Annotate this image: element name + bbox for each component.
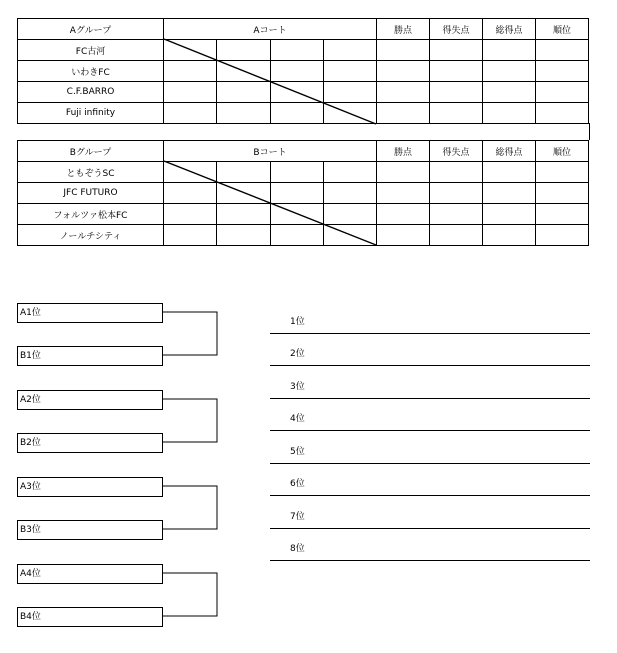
bracket-slot-b2: B2位 (17, 433, 163, 453)
bracket-slot-a3: A3位 (17, 477, 163, 497)
stat-cell (483, 61, 536, 82)
stat-cell (536, 225, 589, 246)
stat-cell (430, 103, 483, 124)
result-cell (164, 162, 217, 183)
stat-header-goal-diff: 得失点 (430, 141, 483, 162)
result-cell (270, 162, 323, 183)
stat-cell (377, 40, 430, 61)
result-cell (270, 204, 323, 225)
table-row (18, 162, 589, 183)
result-cell (323, 40, 376, 61)
result-cell (323, 82, 376, 103)
result-cell (217, 82, 270, 103)
result-cell (164, 103, 217, 124)
result-cell (323, 103, 376, 124)
result-cell (270, 82, 323, 103)
bracket-slot-b1: B1位 (17, 346, 163, 366)
final-rank-label: 4位 (290, 414, 305, 424)
stat-header-goals: 総得点 (483, 19, 536, 40)
bracket-line-4 (163, 573, 217, 616)
result-cell (323, 162, 376, 183)
final-rank-label: 2位 (290, 349, 305, 359)
stat-cell (430, 82, 483, 103)
stat-cell (536, 61, 589, 82)
stat-header-rank: 順位 (536, 141, 589, 162)
result-cell (217, 183, 270, 204)
stat-header-rank: 順位 (536, 19, 589, 40)
group-b-table (17, 140, 589, 246)
result-cell (323, 183, 376, 204)
stat-header-points: 勝点 (377, 141, 430, 162)
stat-cell (483, 82, 536, 103)
result-cell (323, 225, 376, 246)
group-a-header: Aグループ (18, 19, 164, 40)
result-cell (323, 61, 376, 82)
stat-cell (483, 40, 536, 61)
final-rank-label: 7位 (290, 512, 305, 522)
stat-cell (430, 183, 483, 204)
result-cell (270, 225, 323, 246)
result-cell (270, 103, 323, 124)
stat-cell (377, 82, 430, 103)
final-rank-row (270, 399, 590, 431)
group-a-table (17, 18, 589, 124)
stat-cell (536, 82, 589, 103)
result-cell (217, 103, 270, 124)
result-cell (270, 61, 323, 82)
team-name: ノールチシティ (18, 225, 164, 246)
table-row (18, 103, 589, 124)
result-cell (323, 204, 376, 225)
final-rank-label: 1位 (290, 317, 305, 327)
stat-cell (377, 183, 430, 204)
result-cell (217, 162, 270, 183)
team-name: FC古河 (18, 40, 164, 61)
stat-cell (377, 103, 430, 124)
final-rank-row (270, 497, 590, 529)
team-name: JFC FUTURO (18, 183, 164, 204)
result-cell (270, 40, 323, 61)
bracket-slot-a1: A1位 (17, 303, 163, 323)
stat-header-goal-diff: 得失点 (430, 19, 483, 40)
stat-cell (430, 162, 483, 183)
table-row (18, 82, 589, 103)
table-gap-border (589, 123, 590, 140)
stat-cell (483, 204, 536, 225)
table-row (18, 225, 589, 246)
result-cell (164, 40, 217, 61)
stat-cell (377, 61, 430, 82)
result-cell (217, 225, 270, 246)
group-b-header: Bグループ (18, 141, 164, 162)
stat-cell (377, 225, 430, 246)
bracket-slot-b3: B3位 (17, 520, 163, 540)
stat-cell (430, 225, 483, 246)
stat-cell (483, 162, 536, 183)
stat-cell (536, 103, 589, 124)
bracket-slot-b4: B4位 (17, 607, 163, 627)
table-row (18, 40, 589, 61)
table-row (18, 204, 589, 225)
group-a-court-header: Aコート (164, 19, 377, 40)
final-rank-row (270, 529, 590, 561)
final-rank-row (270, 367, 590, 399)
final-rank-row (270, 432, 590, 464)
team-name: C.F.BARRO (18, 82, 164, 103)
stat-cell (536, 162, 589, 183)
bracket-line-1 (163, 312, 217, 355)
final-rank-label: 6位 (290, 479, 305, 489)
result-cell (164, 225, 217, 246)
stat-cell (536, 204, 589, 225)
final-rank-row (270, 464, 590, 496)
result-cell (164, 183, 217, 204)
team-name: いわきFC (18, 61, 164, 82)
team-name: Fuji infinity (18, 103, 164, 124)
stat-cell (536, 183, 589, 204)
final-rank-label: 8位 (290, 544, 305, 554)
result-cell (217, 40, 270, 61)
final-rank-label: 3位 (290, 382, 305, 392)
stat-cell (536, 40, 589, 61)
stat-cell (430, 204, 483, 225)
stat-cell (377, 162, 430, 183)
bracket-slot-a4: A4位 (17, 564, 163, 584)
result-cell (164, 204, 217, 225)
table-row (18, 183, 589, 204)
result-cell (217, 61, 270, 82)
stat-cell (483, 103, 536, 124)
bracket-line-3 (163, 486, 217, 529)
team-name: フォルツァ松本FC (18, 204, 164, 225)
group-b-court-header: Bコート (164, 141, 377, 162)
stat-cell (483, 183, 536, 204)
team-name: ともぞうSC (18, 162, 164, 183)
stat-cell (430, 61, 483, 82)
stat-header-points: 勝点 (377, 19, 430, 40)
result-cell (164, 61, 217, 82)
stat-header-goals: 総得点 (483, 141, 536, 162)
stat-cell (430, 40, 483, 61)
bracket-slot-a2: A2位 (17, 390, 163, 410)
final-rank-row (270, 302, 590, 334)
result-cell (217, 204, 270, 225)
table-row (18, 61, 589, 82)
stat-cell (483, 225, 536, 246)
stat-cell (377, 204, 430, 225)
bracket-line-2 (163, 399, 217, 442)
final-rank-label: 5位 (290, 447, 305, 457)
result-cell (270, 183, 323, 204)
result-cell (164, 82, 217, 103)
final-rank-row (270, 334, 590, 366)
